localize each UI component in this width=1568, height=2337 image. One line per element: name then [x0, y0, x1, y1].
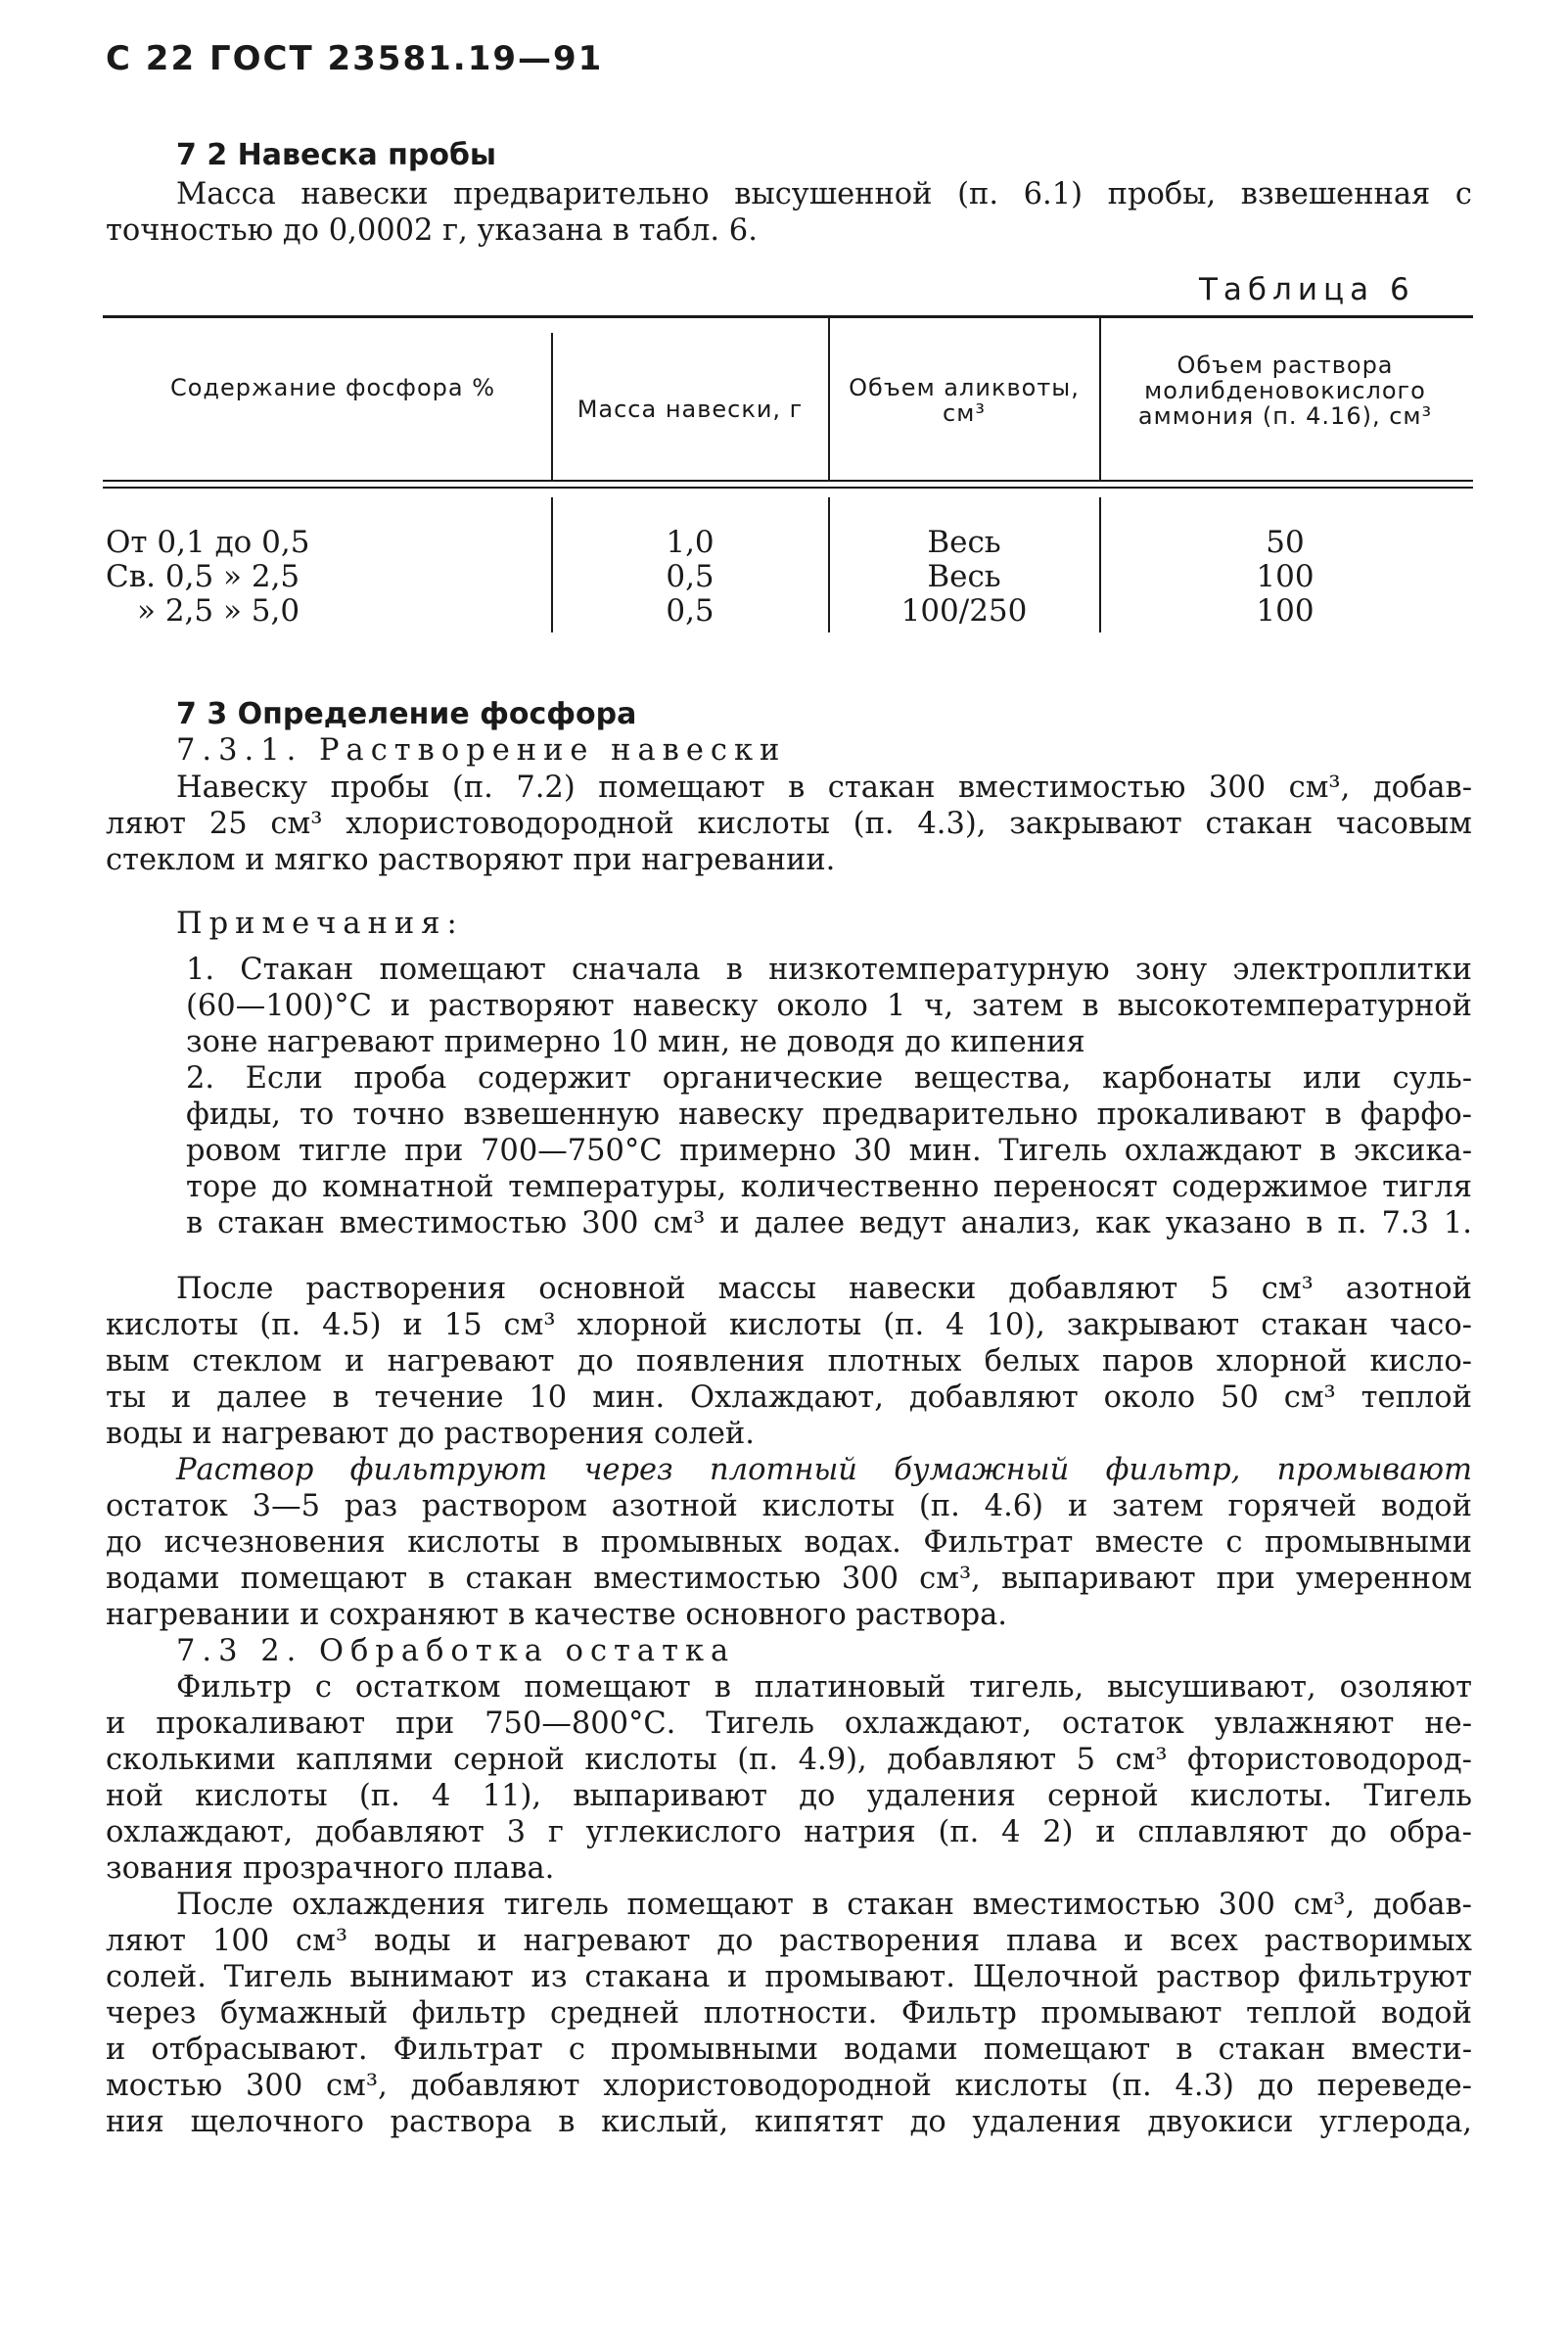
table-cell: 100/250: [900, 593, 1028, 629]
paragraph-line: После охлаждения тигель помещают в стакан вместимостью 300 см³, добав-: [176, 1888, 1472, 1922]
note-line: зоне нагревают примерно 10 мин, не доводя до кипения: [186, 1025, 1085, 1059]
paragraph-line: нагревании и сохраняют в качестве основного раствора.: [106, 1598, 1008, 1632]
table-header-rule: [103, 487, 1473, 489]
paragraph-line: до исчезновения кислоты в промывных водах. Фильтрат вместе с промывными: [106, 1525, 1472, 1560]
paragraph-line: кислоты (п. 4.5) и 15 см³ хлорной кислоты (п. 4 10), закрывают стакан часо-: [106, 1308, 1472, 1342]
note-line: в стакан вместимостью 300 см³ и далее ведут анализ, как указано в п. 7.3 1.: [186, 1206, 1472, 1240]
paragraph-line: сколькими каплями серной кислоты (п. 4.9), добавляют 5 см³ фтористоводород-: [106, 1743, 1472, 1777]
table-header-cell: Масса навески, г: [576, 396, 804, 423]
paragraph-line: и прокаливают при 750—800°С. Тигель охлаждают, остаток увлажняют не-: [106, 1706, 1472, 1741]
paragraph-line: точностью до 0,0002 г, указана в табл. 6.: [106, 213, 758, 248]
paragraph-line: солей. Тигель вынимают из стакана и промывают. Щелочной раствор фильтруют: [106, 1960, 1472, 1994]
table-cell: 100: [1256, 593, 1314, 629]
paragraph-line: ния щелочного раствора в кислый, кипятят до удаления двуокиси углерода,: [106, 2105, 1472, 2139]
paragraph-line: остаток 3—5 раз раствором азотной кислоты (п. 4.6) и затем горячей водой: [106, 1489, 1472, 1523]
note-line: ровом тигле при 700—750°С примерно 30 мин. Тигель охлаждают в эксика-: [186, 1134, 1472, 1168]
table-cell: 100: [1256, 559, 1314, 594]
table-header-cell: Содержание фосфора %: [169, 374, 496, 401]
paragraph-line: мостью 300 см³, добавляют хлористоводородной кислоты (п. 4.3) до переведе-: [106, 2069, 1472, 2103]
paragraph-line: После растворения основной массы навески добавляют 5 см³ азотной: [176, 1272, 1472, 1306]
table-cell: 1,0: [666, 525, 715, 560]
paragraph-line: зования прозрачного плава.: [106, 1851, 555, 1886]
section-heading-7-2: 7 2 Навеска пробы: [176, 138, 497, 172]
paragraph-line: ты и далее в течение 10 мин. Охлаждают, добавляют около 50 см³ теплой: [106, 1380, 1472, 1415]
table-cell: » 2,5 » 5,0: [137, 593, 300, 629]
paragraph-line: Фильтр с остатком помещают в платиновый тигель, высушивают, озоляют: [176, 1670, 1472, 1705]
table-header-cell: Объем аликвоты, см³: [849, 374, 1080, 427]
note-line: 1. Стакан помещают сначала в низкотемпературную зону электроплитки: [186, 953, 1472, 987]
table-cell: От 0,1 до 0,5: [106, 525, 310, 560]
table-cell: 0,5: [666, 559, 715, 594]
paragraph-line: Навеску пробы (п. 7.2) помещают в стакан вместимостью 300 см³, добав-: [176, 771, 1472, 805]
subsection-heading: 7.3 2. Обработка остатка: [176, 1634, 736, 1668]
paragraph-line: водами помещают в стакан вместимостью 300 см³, выпаривают при умеренном: [106, 1562, 1472, 1596]
table-top-rule: [103, 315, 1473, 318]
table-cell: Весь: [927, 525, 1001, 560]
table-cell: Весь: [927, 559, 1001, 594]
paragraph-line: Раствор фильтруют через плотный бумажный фильтр, промывают: [176, 1453, 1472, 1487]
table-header-cell: Объем раствора молибденовокислого аммония (п. 4.16), см³: [1137, 351, 1433, 430]
paragraph-line: ной кислоты (п. 4 11), выпаривают до удаления серной кислоты. Тигель: [106, 1779, 1472, 1813]
paragraph-line: и отбрасывают. Фильтрат с промывными водами помещают в стакан вмести-: [106, 2033, 1472, 2067]
note-line: фиды, то точно взвешенную навеску предварительно прокаливают в фарфо-: [186, 1098, 1472, 1132]
table-cell: 0,5: [666, 593, 715, 629]
paragraph-line: воды и нагревают до растворения солей.: [106, 1417, 755, 1451]
subsection-heading: 7.3.1. Растворение навески: [176, 733, 787, 768]
table-column-divider: [1099, 318, 1101, 480]
table-header-rule: [103, 480, 1473, 482]
paragraph-line: Масса навески предварительно высушенной (п. 6.1) пробы, взвешенная с: [176, 177, 1472, 211]
paragraph-line: вым стеклом и нагревают до появления плотных белых паров хлорной кисло-: [106, 1344, 1472, 1379]
table-cell: Св. 0,5 » 2,5: [106, 559, 300, 594]
paragraph-line: через бумажный фильтр средней плотности. Фильтр промывают теплой водой: [106, 1996, 1472, 2031]
table-column-divider: [551, 333, 553, 480]
notes-label: Примечания:: [176, 907, 464, 941]
section-heading-7-3: 7 3 Определение фосфора: [176, 697, 637, 731]
table-column-divider: [828, 318, 830, 480]
paragraph-line: охлаждают, добавляют 3 г углекислого натрия (п. 4 2) и сплавляют до обра-: [106, 1815, 1472, 1849]
note-line: торе до комнатной температуры, количественно переносят содержимое тигля: [186, 1170, 1472, 1204]
note-line: (60—100)°С и растворяют навеску около 1 ч, затем в высокотемпературной: [186, 989, 1472, 1023]
page-header: С 22 ГОСТ 23581.19—91: [106, 39, 604, 78]
paragraph-line: ляют 100 см³ воды и нагревают до растворения плава и всех растворимых: [106, 1924, 1472, 1958]
table-caption: Таблица 6: [1199, 272, 1415, 307]
paragraph-line: стеклом и мягко растворяют при нагревании.: [106, 843, 836, 877]
paragraph-line: ляют 25 см³ хлористоводородной кислоты (п. 4.3), закрывают стакан часовым: [106, 807, 1472, 841]
note-line: 2. Если проба содержит органические вещества, карбонаты или суль-: [186, 1061, 1472, 1096]
table-cell: 50: [1266, 525, 1305, 560]
